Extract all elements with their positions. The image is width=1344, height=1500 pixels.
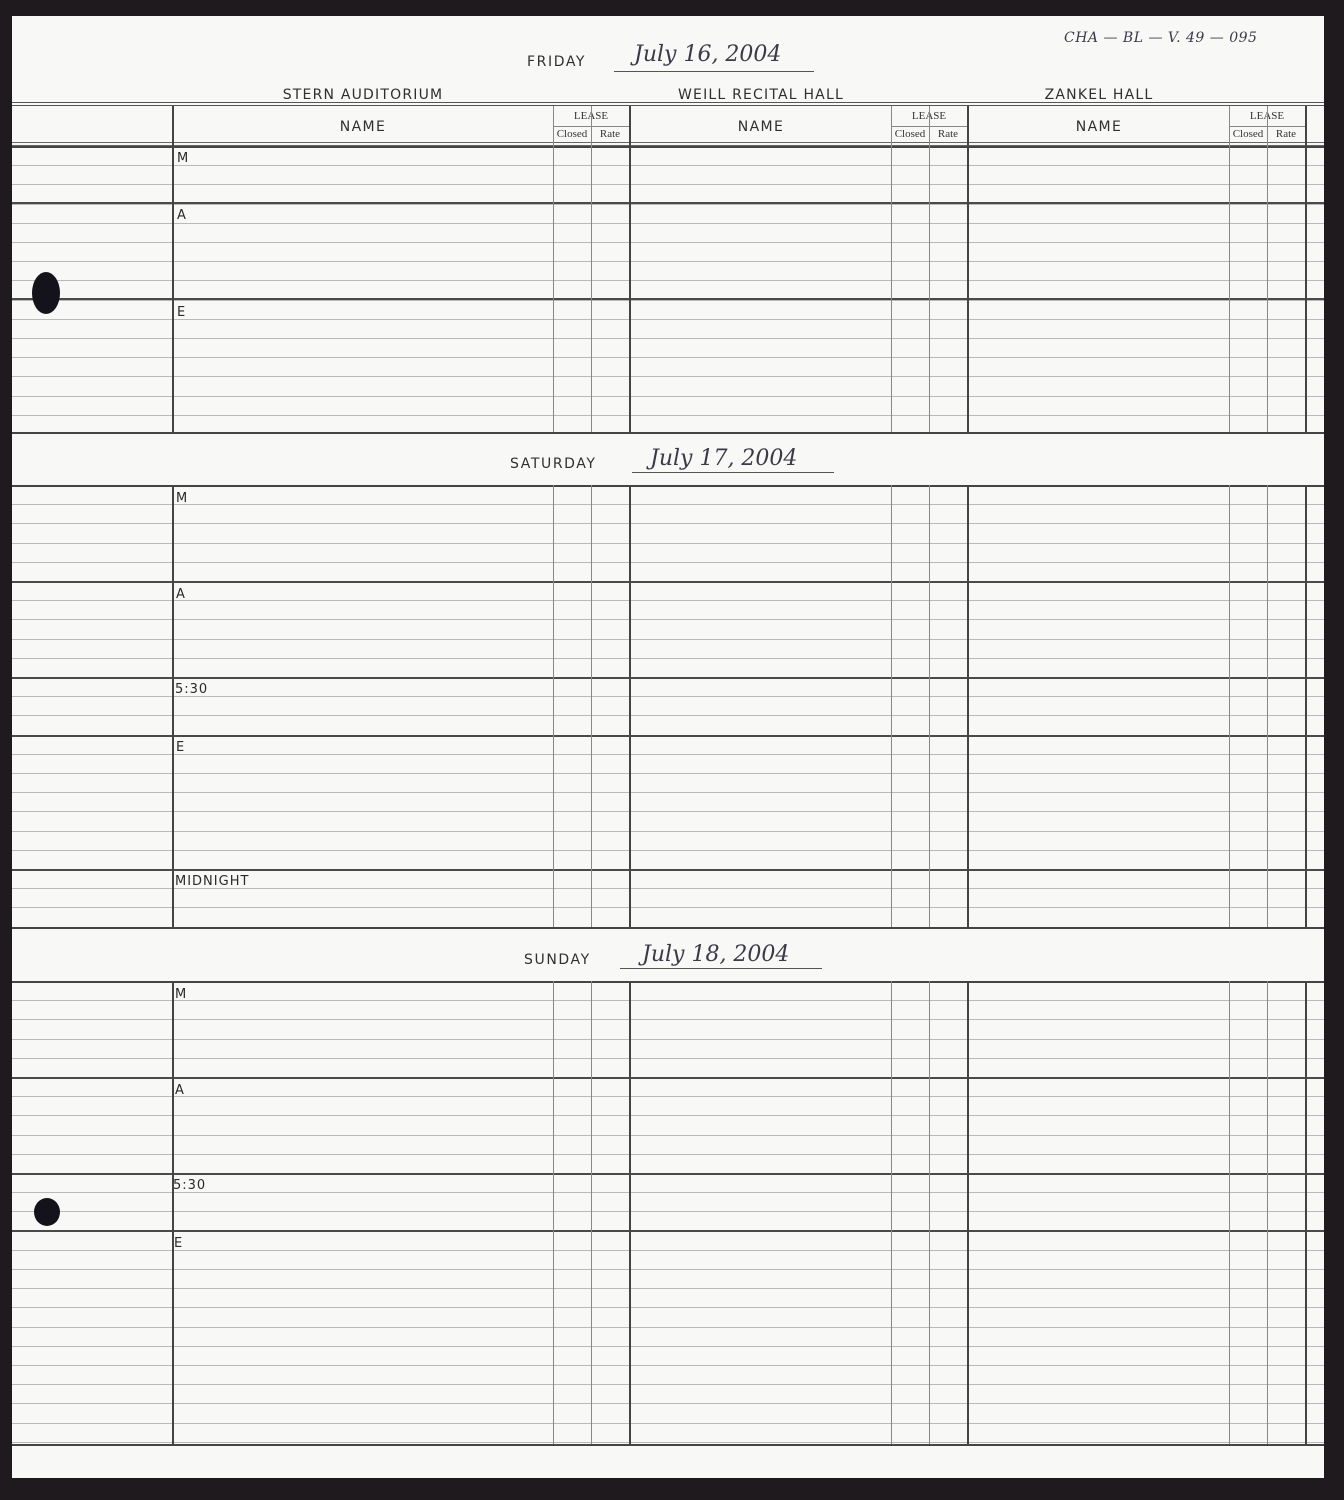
sunday-row-line [12, 1307, 1324, 1308]
friday-slot-evening: E [177, 305, 187, 320]
saturday-slot-530: 5:30 [175, 682, 209, 697]
sunday-row-line [12, 1250, 1324, 1251]
saturday-row-line [12, 907, 1324, 908]
saturday-stern-end-col [629, 485, 631, 927]
zankel-rate-header: Rate [1275, 128, 1297, 140]
venue-weill-recital-hall: WEILL RECITAL HALL [678, 87, 844, 103]
stern-lease-header: LEASE [573, 110, 609, 122]
sunday-slot-afternoon: A [175, 1083, 185, 1098]
sunday-row-line [12, 1039, 1324, 1040]
friday-row-line [12, 261, 1324, 262]
saturday-slot-divider [12, 869, 1324, 871]
venue-stern-auditorium: STERN AUDITORIUM [282, 87, 444, 103]
sunday-weill-rate-col [929, 981, 930, 1444]
friday-row-line [12, 184, 1324, 185]
friday-label-column [172, 106, 174, 432]
header-top-rule [12, 105, 1324, 106]
header-top-rule [12, 102, 1324, 103]
saturday-slot-divider [12, 735, 1324, 737]
stern-closed-header: Closed [556, 128, 588, 140]
sunday-slot-530: 5:30 [173, 1178, 207, 1193]
friday-stern-rate-col [591, 106, 592, 432]
sunday-row-line [12, 1058, 1324, 1059]
saturday-slot-morning: M [176, 491, 189, 506]
sunday-row-line [12, 1192, 1324, 1193]
friday-row-line [12, 319, 1324, 320]
sunday-row-line [12, 1365, 1324, 1366]
friday-stern-end-col [629, 106, 631, 432]
saturday-row-line [12, 600, 1324, 601]
friday-row-line [12, 338, 1324, 339]
friday-section-bottom [12, 432, 1324, 434]
sunday-row-line [12, 1000, 1324, 1001]
friday-row-line [12, 165, 1324, 166]
friday-zankel-end-col [1305, 106, 1307, 432]
friday-weill-end-col [967, 106, 969, 432]
saturday-zankel-closed-col [1229, 485, 1230, 927]
sunday-row-line [12, 1327, 1324, 1328]
saturday-slot-divider [12, 677, 1324, 679]
saturday-row-line [12, 773, 1324, 774]
friday-slot-afternoon: A [177, 208, 187, 223]
saturday-zankel-rate-col [1267, 485, 1268, 927]
friday-slot-divider [12, 202, 1324, 204]
sunday-row-line [12, 1269, 1324, 1270]
saturday-section-bottom [12, 927, 1324, 929]
saturday-row-line [12, 696, 1324, 697]
saturday-weill-closed-col [891, 485, 892, 927]
weill-lease-header: LEASE [911, 110, 947, 122]
weill-closed-header: Closed [894, 128, 926, 140]
sunday-row-line [12, 1288, 1324, 1289]
friday-slot-morning: M [177, 151, 190, 166]
binder-hole-top [32, 272, 60, 314]
sunday-slot-divider [12, 1173, 1324, 1175]
saturday-day-label: SATURDAY [510, 456, 597, 472]
saturday-zankel-end-col [1305, 485, 1307, 927]
saturday-row-line [12, 619, 1324, 620]
sunday-row-line [12, 1115, 1324, 1116]
saturday-slot-evening: E [176, 740, 186, 755]
saturday-section-top [12, 485, 1324, 487]
friday-row-line [12, 223, 1324, 224]
sunday-date: July 18, 2004 [642, 942, 790, 967]
sunday-row-line [12, 1135, 1324, 1136]
sunday-date-underline [620, 968, 822, 969]
friday-weill-closed-col [891, 106, 892, 432]
friday-row-line [12, 280, 1324, 281]
saturday-slot-divider [12, 581, 1324, 583]
sunday-row-line [12, 1403, 1324, 1404]
sunday-slot-evening: E [174, 1236, 184, 1251]
friday-row-line [12, 204, 1324, 205]
saturday-weill-end-col [967, 485, 969, 927]
weill-name-header: NAME [737, 119, 785, 135]
sunday-section-top [12, 981, 1324, 983]
saturday-row-line [12, 504, 1324, 505]
saturday-label-column [172, 485, 174, 927]
sunday-weill-closed-col [891, 981, 892, 1444]
friday-weill-rate-col [929, 106, 930, 432]
saturday-row-line [12, 562, 1324, 563]
saturday-row-line [12, 715, 1324, 716]
stern-rate-header: Rate [599, 128, 621, 140]
sunday-zankel-end-col [1305, 981, 1307, 1444]
sunday-row-line [12, 1346, 1324, 1347]
sunday-row-line [12, 1154, 1324, 1155]
saturday-slot-midnight: MIDNIGHT [175, 874, 250, 889]
saturday-row-line [12, 658, 1324, 659]
friday-row-line [12, 300, 1324, 301]
saturday-row-line [12, 639, 1324, 640]
zankel-closed-header: Closed [1232, 128, 1264, 140]
sunday-zankel-closed-col [1229, 981, 1230, 1444]
saturday-row-line [12, 523, 1324, 524]
sunday-stern-closed-col [553, 981, 554, 1444]
saturday-row-line [12, 543, 1324, 544]
booking-sheet [12, 16, 1324, 1478]
friday-stern-closed-col [553, 106, 554, 432]
stern-name-header: NAME [339, 119, 387, 135]
sunday-stern-rate-col [591, 981, 592, 1444]
saturday-row-line [12, 831, 1324, 832]
saturday-stern-closed-col [553, 485, 554, 927]
saturday-row-line [12, 754, 1324, 755]
sunday-slot-morning: M [175, 987, 188, 1002]
venue-zankel-hall: ZANKEL HALL [1044, 87, 1154, 103]
sunday-label-column [172, 981, 174, 1444]
friday-row-line [12, 376, 1324, 377]
sunday-row-line [12, 1019, 1324, 1020]
sunday-day-label: SUNDAY [524, 952, 591, 968]
weill-rate-header: Rate [937, 128, 959, 140]
header-bottom-rule [12, 142, 1324, 143]
sunday-stern-end-col [629, 981, 631, 1444]
saturday-row-line [12, 792, 1324, 793]
sunday-row-line [12, 1384, 1324, 1385]
sunday-weill-end-col [967, 981, 969, 1444]
sunday-row-line [12, 1442, 1324, 1443]
zankel-name-header: NAME [1075, 119, 1123, 135]
saturday-slot-afternoon: A [176, 587, 186, 602]
friday-date: July 16, 2004 [634, 42, 782, 67]
friday-row-line [12, 357, 1324, 358]
friday-zankel-closed-col [1229, 106, 1230, 432]
saturday-stern-rate-col [591, 485, 592, 927]
saturday-date-underline [632, 472, 834, 473]
binder-hole-bottom [34, 1198, 60, 1226]
friday-zankel-rate-col [1267, 106, 1268, 432]
sunday-slot-divider [12, 1077, 1324, 1079]
sunday-row-line [12, 1423, 1324, 1424]
sunday-slot-divider [12, 1230, 1324, 1232]
zankel-lease-header: LEASE [1249, 110, 1285, 122]
friday-row-line [12, 242, 1324, 243]
sunday-row-line [12, 1096, 1324, 1097]
saturday-weill-rate-col [929, 485, 930, 927]
sunday-zankel-rate-col [1267, 981, 1268, 1444]
friday-date-underline [614, 71, 814, 72]
sunday-section-bottom [12, 1444, 1324, 1446]
friday-day-label: FRIDAY [527, 54, 587, 70]
saturday-row-line [12, 850, 1324, 851]
saturday-date: July 17, 2004 [650, 446, 798, 471]
friday-section-top [12, 146, 1324, 148]
friday-row-line [12, 415, 1324, 416]
friday-row-line [12, 396, 1324, 397]
saturday-row-line [12, 888, 1324, 889]
sunday-row-line [12, 1211, 1324, 1212]
saturday-row-line [12, 811, 1324, 812]
friday-slot-divider [12, 298, 1324, 300]
reference-number: CHA — BL — V. 49 — 095 [1064, 30, 1258, 46]
